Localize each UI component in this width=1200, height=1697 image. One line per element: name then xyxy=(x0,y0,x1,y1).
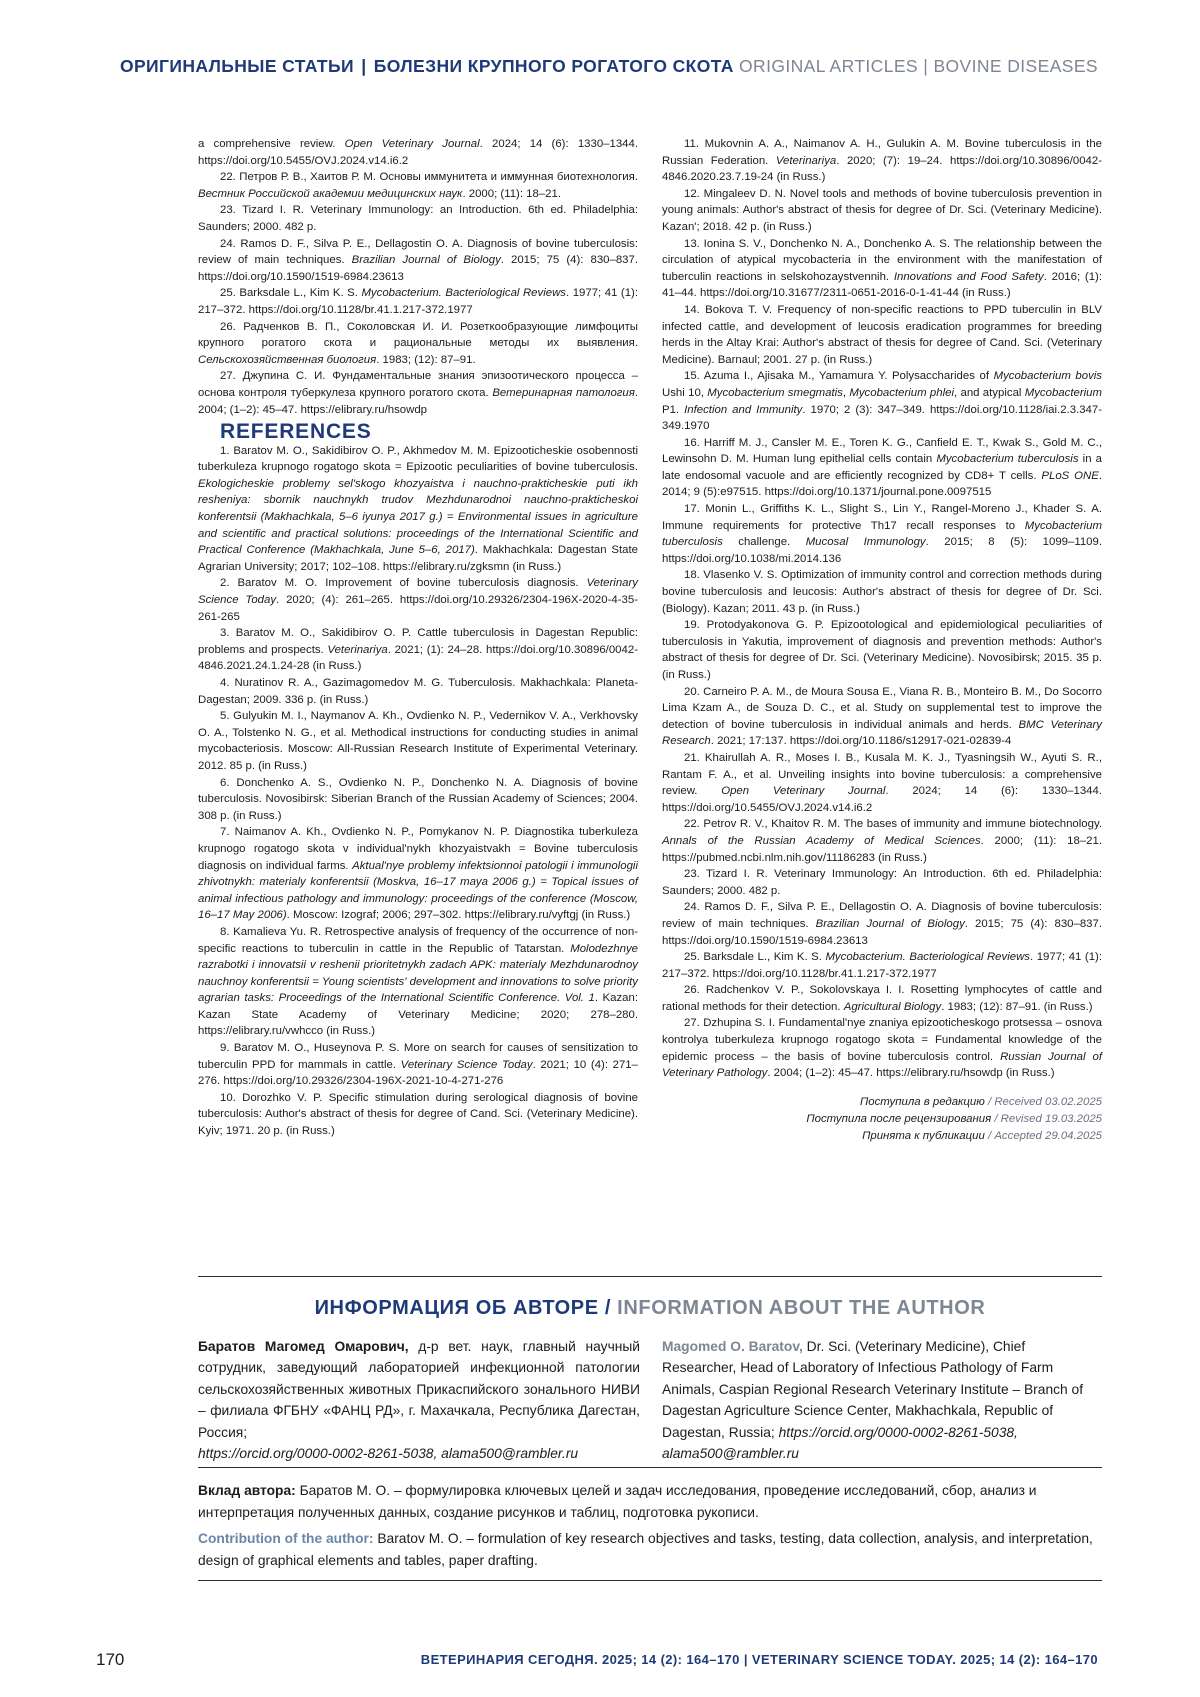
reference-entry: 6. Donchenko A. S., Ovdienko N. P., Donchenko N. A. Diagnosis of bovine tuberculosis. Novosibirsk: Siberian Branch of the Russian Academy of Sciences; 2004. 308 p. (in Russ.) xyxy=(198,775,638,825)
header-section-ru: ОРИГИНАЛЬНЫЕ СТАТЬИ xyxy=(120,56,354,76)
reference-entry: 22. Петров Р. В., Хаитов Р. М. Основы иммунитета и иммунная биотехнология. Вестник Российской академии медицинских наук. 2000; (11): 18–21. xyxy=(198,169,638,202)
reference-entry: 3. Baratov M. O., Sakidibirov O. P. Cattle tuberculosis in Dagestan Republic: problems and prospects. Veterinariya. 2021; (1): 24–28. https://doi.org/10.30896/0042-4846.2021.24.1.24-28 (in Russ.) xyxy=(198,625,638,675)
header-topic-ru: БОЛЕЗНИ КРУПНОГО РОГАТОГО СКОТА xyxy=(374,56,734,76)
reference-entry: 27. Джупина С. И. Фундаментальные знания эпизоотического процесса – основа контроля туберкулеза крупного рогатого скота. Ветеринарная патология. 2004; (1–2): 45–47. https://elibrary.ru/hsowdp xyxy=(198,368,638,418)
divider-bottom xyxy=(198,1580,1102,1581)
divider-top xyxy=(198,1276,1102,1277)
author-info-ru: Баратов Магомед Омарович, д-р вет. наук, главный научный сотрудник, заведующий лабораторией инфекционной патологии сельскохозяйственных животных Прикаспийского зонального НИВИ – филиала ФГБНУ «ФАНЦ РД», г. Махачкала, Республика Дагестан, Россия; https://orcid.org/0000-0002-8261-5038, alama500@rambler.ru xyxy=(198,1336,640,1464)
received-line: Поступила в редакцию / Received 03.02.2025 xyxy=(662,1094,1102,1111)
right-column xyxy=(662,136,1102,1145)
reference-entry: 16. Harriff M. J., Cansler M. E., Toren K. G., Canfield E. T., Kwak S., Gold M. C., Lewinsohn D. M. Human lung epithelial cells contain Mycobacterium tuberculosis in a late endosomal vacuole and are efficiently recognized by CD8+ T cells. PLoS ONE. 2014; 9 (5):e97515. https://doi.org/10.1371/journal.pone.0097515 xyxy=(662,435,1102,501)
reference-entry: 24. Ramos D. F., Silva P. E., Dellagostin O. A. Diagnosis of bovine tuberculosis: review of main techniques. Brazilian Journal of Biology. 2015; 75 (4): 830–837. https://doi.org/10.1590/1519-6984.23613 xyxy=(198,236,638,286)
page-number: 170 xyxy=(96,1650,124,1670)
header-section-en: ORIGINAL ARTICLES xyxy=(739,56,918,76)
running-header: ОРИГИНАЛЬНЫЕ СТАТЬИ | БОЛЕЗНИ КРУПНОГО РОГАТОГО СКОТА ORIGINAL ARTICLES | BOVINE DISEASES xyxy=(120,56,1098,77)
author-name-en: Magomed O. Baratov, xyxy=(662,1339,803,1354)
reference-entry: 11. Mukovnin A. A., Naimanov A. H., Gulukin A. M. Bovine tuberculosis in the Russian Federation. Veterinariya. 2020; (7): 19–24. https://doi.org/10.30896/0042-4846.2020.23.7.19-24 (in Russ.) xyxy=(662,136,1102,186)
author-name-ru: Баратов Магомед Омарович, xyxy=(198,1339,409,1354)
author-links-ru[interactable]: https://orcid.org/0000-0002-8261-5038, alama500@rambler.ru xyxy=(198,1446,578,1461)
reference-entry: 7. Naimanov A. Kh., Ovdienko N. P., Pomykanov N. P. Diagnostika tuberkuleza krupnogo rogatogo skota v individual'nykh khozyaistvakh = Bovine tuberculosis diagnosis on individual farms. Aktual'nye problemy infektsionnoi patologii i immunologii zhivotnykh: materialy konferentsii (Moskva, 16–17 maya 2006 g.) = Topical issues of animal infectious pathology and immunology: proceedings of the conference (Moscow, 16–17 May 2006). Moscow: Izograf; 2006; 297–302. https://elibrary.ru/vyftgj (in Russ.) xyxy=(198,824,638,924)
ref-list-ru xyxy=(198,136,638,418)
contribution-ru: Вклад автора: Баратов М. О. – формулировка ключевых целей и задач исследования, проведение исследований, сбор, анализ и интерпретация полученных данных, создание рисунков и таблиц, подготовка рукописи. xyxy=(198,1480,1102,1523)
reference-entry: 13. Ionina S. V., Donchenko N. A., Donchenko A. S. The relationship between the circulation of atypical mycobacteria in the environment with the manifestation of tuberculin reactions in selskohozaystvennih. Innovations and Food Safety. 2016; (1): 41–44. https://doi.org/10.31677/2311-0651-2016-0-1-41-44 (in Russ.) xyxy=(662,236,1102,302)
accepted-line: Принята к публикации / Accepted 29.04.2025 xyxy=(662,1128,1102,1145)
reference-entry: 25. Barksdale L., Kim K. S. Mycobacterium. Bacteriological Reviews. 1977; 41 (1): 217–372. https://doi.org/10.1128/br.41.1.217-372.1977 xyxy=(198,285,638,318)
ref-list-en-continued xyxy=(662,136,1102,1082)
divider-middle xyxy=(198,1467,1102,1468)
references-heading: REFERENCES xyxy=(220,424,638,441)
author-info-title: ИНФОРМАЦИЯ ОБ АВТОРЕ / INFORMATION ABOUT THE AUTHOR xyxy=(198,1297,1102,1320)
running-footer: ВЕТЕРИНАРИЯ СЕГОДНЯ. 2025; 14 (2): 164–170 | VETERINARY SCIENCE TODAY. 2025; 14 (2): 164–170 xyxy=(421,1652,1098,1667)
reference-entry: 9. Baratov M. O., Huseynova P. S. More on search for causes of sensitization to tuberculin PPD for mammals in cattle. Veterinary Science Today. 2021; 10 (4): 271–276. https://doi.org/10.29326/2304-196X-2021-10-4-271-276 xyxy=(198,1040,638,1090)
reference-entry: 21. Khairullah A. R., Moses I. B., Kusala M. K. J., Tyasningsih W., Ayuti S. R., Rantam F. A., et al. Unveiling insights into bovine tuberculosis: a comprehensive review. Open Veterinary Journal. 2024; 14 (6): 1330–1344. https://doi.org/10.5455/OVJ.2024.v14.i6.2 xyxy=(662,750,1102,816)
revised-line: Поступила после рецензирования / Revised 19.03.2025 xyxy=(662,1111,1102,1128)
author-info-en: Magomed O. Baratov, Dr. Sci. (Veterinary Medicine), Chief Researcher, Head of Laboratory of Infectious Pathology of Farm Animals, Caspian Regional Research Veterinary Institute – Branch of Dagestan Agriculture Science Center, Makhachkala, Republic of Dagestan, Russia; https://orcid.org/0000-0002-8261-5038, alama500@rambler.ru xyxy=(662,1336,1102,1464)
reference-entry: 10. Dorozhko V. P. Specific stimulation during serological diagnosis of bovine tuberculosis: Author's abstract of thesis for degree of Cand. Sci. (Veterinary Medicine). Kyiv; 1971. 20 p. (in Russ.) xyxy=(198,1090,638,1140)
author-links-en[interactable]: https://orcid.org/0000-0002-8261-5038, alama500@rambler.ru xyxy=(662,1425,1018,1461)
reference-entry: 22. Petrov R. V., Khaitov R. M. The bases of immunity and immune biotechnology. Annals of the Russian Academy of Medical Sciences. 2000; (11): 18–21. https://pubmed.ncbi.nlm.nih.gov/11186283 (in Russ.) xyxy=(662,816,1102,866)
reference-entry: 5. Gulyukin M. I., Naymanov A. Kh., Ovdienko N. P., Vedernikov V. A., Verkhovsky O. A., Tolstenko N. G., et al. Methodical instructions for conducting studies in animal mycobacteriosis. Moscow: All-Russian Research Institute of Experimental Veterinary. 2012. 85 p. (in Russ.) xyxy=(198,708,638,774)
received-dates xyxy=(662,1094,1102,1145)
reference-entry: 24. Ramos D. F., Silva P. E., Dellagostin O. A. Diagnosis of bovine tuberculosis: review of main techniques. Brazilian Journal of Biology. 2015; 75 (4): 830–837. https://doi.org/10.1590/1519-6984.23613 xyxy=(662,899,1102,949)
reference-entry: 14. Bokova T. V. Frequency of non-specific reactions to PPD tuberculin in BLV infected cattle, and development of leucosis eradication programmes for breeding herds in the Altay Krai: Author's abstract of thesis for degree of Cand. Sci. (Veterinary Medicine). Barnaul; 2001. 27 p. (in Russ.) xyxy=(662,302,1102,368)
reference-entry: 12. Mingaleev D. N. Novel tools and methods of bovine tuberculosis prevention in young animals: Author's abstract of thesis for degree of Dr. Sci. (Veterinary Medicine). Kazan'; 2018. 42 p. (in Russ.) xyxy=(662,186,1102,236)
reference-entry: 19. Protodyakonova G. P. Epizootological and epidemiological peculiarities of tuberculosis in Yakutia, improvement of diagnosis and prevention methods: Author's abstract of thesis for degree of Dr. Sci. (Veterinary Medicine). Novosibirsk; 2015. 35 p. (in Russ.) xyxy=(662,617,1102,683)
reference-entry: a comprehensive review. Open Veterinary Journal. 2024; 14 (6): 1330–1344. https://doi.org/10.5455/OVJ.2024.v14.i6.2 xyxy=(198,136,638,169)
reference-entry: 18. Vlasenko V. S. Optimization of immunity control and correction methods during bovine tuberculosis and leucosis: Author's abstract of thesis for degree of Dr. Sci. (Biology). Kazan; 2011. 43 p. (in Russ.) xyxy=(662,567,1102,617)
reference-entry: 8. Kamalieva Yu. R. Retrospective analysis of frequency of the occurrence of non-specific reactions to tuberculin in cattle in the Republic of Tatarstan. Molodezhnye razrabotki i innovatsii v reshenii prioritetnykh zadach APK: materialy Mezhdunarodnoy nauchnoy konferentsii = Young scientists' development and innovations to solve priority agrarian tasks: Proceedings of the International Scientific Conference. Vol. 1. Kazan: Kazan State Academy of Veterinary Medicine; 2020; 278–280. https://elibrary.ru/vwhcco (in Russ.) xyxy=(198,924,638,1040)
reference-entry: 23. Tizard I. R. Veterinary Immunology: an Introduction. 6th ed. Philadelphia: Saunders; 2000. 482 p. xyxy=(198,202,638,235)
left-column xyxy=(198,136,638,1140)
reference-entry: 1. Baratov M. O., Sakidibirov O. P., Akhmedov M. M. Epizooticheskie osobennosti tuberkuleza krupnogo rogatogo skota = Epizootic peculiarities of bovine tuberculosis. Ekologicheskie problemy sel'skogo khozyaistva i nauchno-prakticheskie puti ikh resheniya: sbornik nauchnykh trudov Mezhdunarodnoi nauchno-prakticheskoi konferentsii (Makhachkala, 5–6 iyunya 2017 g.) = Environmental issues in agriculture and scientific and practical solutions: proceedings of the International Scientific and Practical Conference (Makhachkala, June 5–6, 2017). Makhachkala: Dagestan State Agrarian University; 2017; 102–108. https://elibrary.ru/zgksmn (in Russ.) xyxy=(198,443,638,576)
reference-entry: 17. Monin L., Griffiths K. L., Slight S., Lin Y., Rangel-Moreno J., Khader S. A. Immune requirements for protective Th17 recall responses to Mycobacterium tuberculosis challenge. Mucosal Immunology. 2015; 8 (5): 1099–1109. https://doi.org/10.1038/mi.2014.136 xyxy=(662,501,1102,567)
contribution-en: Contribution of the author: Baratov M. O. – formulation of key research objectives and tasks, testing, data collection, analysis, and interpretation, design of graphical elements and tables, paper drafting. xyxy=(198,1528,1102,1571)
reference-entry: 27. Dzhupina S. I. Fundamental'nye znaniya epizooticheskogo protsessa – osnova kontrolya tuberkuleza krupnogo rogatogo skota = Fundamental knowledge of the epidemic process – the basis of bovine tuberculosis control. Russian Journal of Veterinary Pathology. 2004; (1–2): 45–47. https://elibrary.ru/hsowdp (in Russ.) xyxy=(662,1015,1102,1081)
reference-entry: 26. Radchenkov V. P., Sokolovskaya I. I. Rosetting lymphocytes of cattle and rational methods for their detection. Agricultural Biology. 1983; (12): 87–91. (in Russ.) xyxy=(662,982,1102,1015)
reference-entry: 2. Baratov M. O. Improvement of bovine tuberculosis diagnosis. Veterinary Science Today. 2020; (4): 261–265. https://doi.org/10.29326/2304-196X-2020-4-35-261-265 xyxy=(198,575,638,625)
reference-entry: 23. Tizard I. R. Veterinary Immunology: An Introduction. 6th ed. Philadelphia: Saunders; 2000. 482 p. xyxy=(662,866,1102,899)
reference-entry: 26. Радченков В. П., Соколовская И. И. Розеткообразующие лимфоциты крупного рогатого скота и рациональные методы их выявления. Сельскохозяйственная биология. 1983; (12): 87–91. xyxy=(198,319,638,369)
ref-list-en xyxy=(198,443,638,1140)
reference-entry: 25. Barksdale L., Kim K. S. Mycobacterium. Bacteriological Reviews. 1977; 41 (1): 217–372. https://doi.org/10.1128/br.41.1.217-372.1977 xyxy=(662,949,1102,982)
reference-entry: 4. Nuratinov R. A., Gazimagomedov M. G. Tuberculosis. Makhachkala: Planeta-Dagestan; 2009. 336 p. (in Russ.) xyxy=(198,675,638,708)
reference-entry: 20. Carneiro P. A. M., de Moura Sousa E., Viana R. B., Monteiro B. M., Do Socorro Lima Kzam A., de Souza D. C., et al. Study on supplemental test to improve the detection of bovine tuberculosis in individual animals and herds. BMC Veterinary Research. 2021; 17:137. https://doi.org/10.1186/s12917-021-02839-4 xyxy=(662,684,1102,750)
header-topic-en: BOVINE DISEASES xyxy=(933,56,1098,76)
reference-entry: 15. Azuma I., Ajisaka M., Yamamura Y. Polysaccharides of Mycobacterium bovis Ushi 10, Mycobacterium smegmatis, Mycobacterium phlei, and atypical Mycobacterium P1. Infection and Immunity. 1970; 2 (3): 347–349. https://doi.org/10.1128/iai.2.3.347-349.1970 xyxy=(662,368,1102,434)
